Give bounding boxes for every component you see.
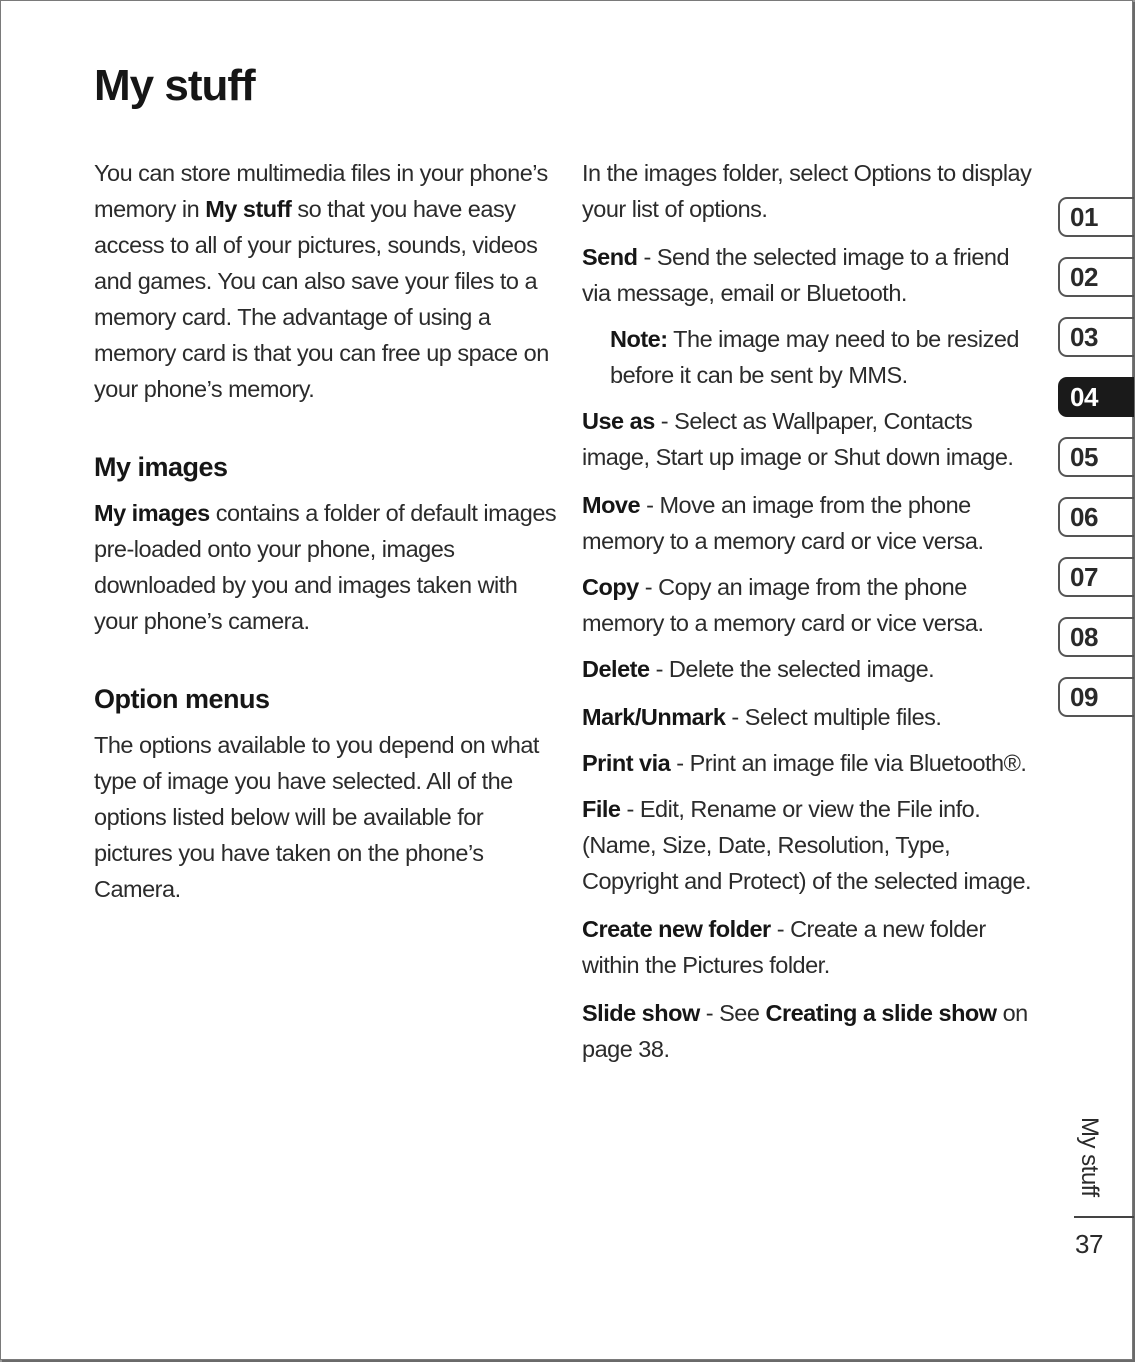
my-images-heading: My images [94, 452, 228, 482]
intro-bold-my-stuff: My stuff [205, 196, 292, 222]
note-paragraph [582, 321, 1042, 393]
option-create-new-folder-text: - Create a new folder within the Pictures folder. [582, 916, 986, 978]
option-mark-unmark-label: Mark/Unmark [582, 704, 726, 730]
footer-divider [1074, 1216, 1134, 1218]
option-copy-text: - Copy an image from the phone memory to a memory card or vice versa. [582, 574, 984, 636]
intro-paragraph [94, 155, 559, 407]
option-slide-show-reference: Creating a slide show [765, 1000, 997, 1026]
option-print-via-label: Print via [582, 750, 671, 776]
chapter-tab-05[interactable]: 05 [1058, 437, 1134, 477]
chapter-tabs [1058, 197, 1134, 737]
option-slide-show-text-2: on page 38. [582, 1000, 1028, 1062]
running-section-label: My stuff [1076, 1117, 1103, 1197]
note-label: Note: [610, 326, 668, 352]
option-mark-unmark-text: - Select multiple files. [725, 704, 942, 730]
option-move-text: - Move an image from the phone memory to a memory card or vice versa. [582, 492, 984, 554]
option-file [582, 791, 1042, 899]
option-slide-show-text-1: - See [699, 1000, 766, 1026]
page-title: My stuff [94, 61, 255, 110]
note-text: The image may need to be resized before it can be sent by MMS. [610, 326, 1019, 388]
chapter-tab-06[interactable]: 06 [1058, 497, 1134, 537]
option-file-text: - Edit, Rename or view the File info. (Name, Size, Date, Resolution, Type, Copyright and Protect) of the selected image. [582, 796, 1032, 894]
chapter-tab-08[interactable]: 08 [1058, 617, 1134, 657]
chapter-tab-01[interactable]: 01 [1058, 197, 1134, 237]
option-send [582, 239, 1042, 311]
option-use-as [582, 403, 1042, 475]
option-create-new-folder [582, 911, 1042, 983]
chapter-tab-09[interactable]: 09 [1058, 677, 1134, 717]
chapter-tab-02[interactable]: 02 [1058, 257, 1134, 297]
page-number: 37 [1075, 1229, 1103, 1259]
option-send-label: Send [582, 244, 638, 270]
chapter-tab-04-active[interactable]: 04 [1058, 377, 1134, 417]
option-create-new-folder-label: Create new folder [582, 916, 771, 942]
chapter-tab-07[interactable]: 07 [1058, 557, 1134, 597]
option-file-label: File [582, 796, 621, 822]
option-menus-paragraph: The options available to you depend on what type of image you have selected. All of the options listed below will be available for pictures you have taken on the phone’s Camera. [94, 732, 539, 902]
option-copy [582, 569, 1042, 641]
option-print-via [582, 745, 1042, 781]
option-use-as-label: Use as [582, 408, 655, 434]
left-column [94, 155, 564, 907]
option-menus-heading: Option menus [94, 684, 270, 714]
option-slide-show [582, 995, 1042, 1067]
option-delete-text: - Delete the selected image. [649, 656, 935, 682]
option-delete [582, 651, 1042, 687]
right-column [582, 155, 1042, 1067]
my-images-paragraph [94, 495, 559, 639]
options-intro: In the images folder, select Options to display your list of options. [582, 160, 1032, 222]
intro-text-1: You can store multimedia files in your phone’s memory in [94, 160, 548, 222]
option-slide-show-label: Slide show [582, 1000, 700, 1026]
option-move [582, 487, 1042, 559]
my-images-text: contains a folder of default images pre-loaded onto your phone, images downloaded by you and images taken with your phone’s camera. [94, 500, 557, 634]
option-copy-label: Copy [582, 574, 639, 600]
intro-text-2: so that you have easy access to all of your pictures, sounds, videos and games. You can also save your files to a memory card. The advantage of using a memory card is that you can free up space on your phone’s memory. [94, 196, 549, 402]
option-print-via-text: - Print an image file via Bluetooth®. [670, 750, 1027, 776]
option-delete-label: Delete [582, 656, 650, 682]
chapter-tab-03[interactable]: 03 [1058, 317, 1134, 357]
option-use-as-text: - Select as Wallpaper, Contacts image, Start up image or Shut down image. [582, 408, 1014, 470]
option-move-label: Move [582, 492, 641, 518]
option-send-text: - Send the selected image to a friend via message, email or Bluetooth. [582, 244, 1010, 306]
option-mark-unmark [582, 699, 1042, 735]
my-images-bold: My images [94, 500, 210, 526]
